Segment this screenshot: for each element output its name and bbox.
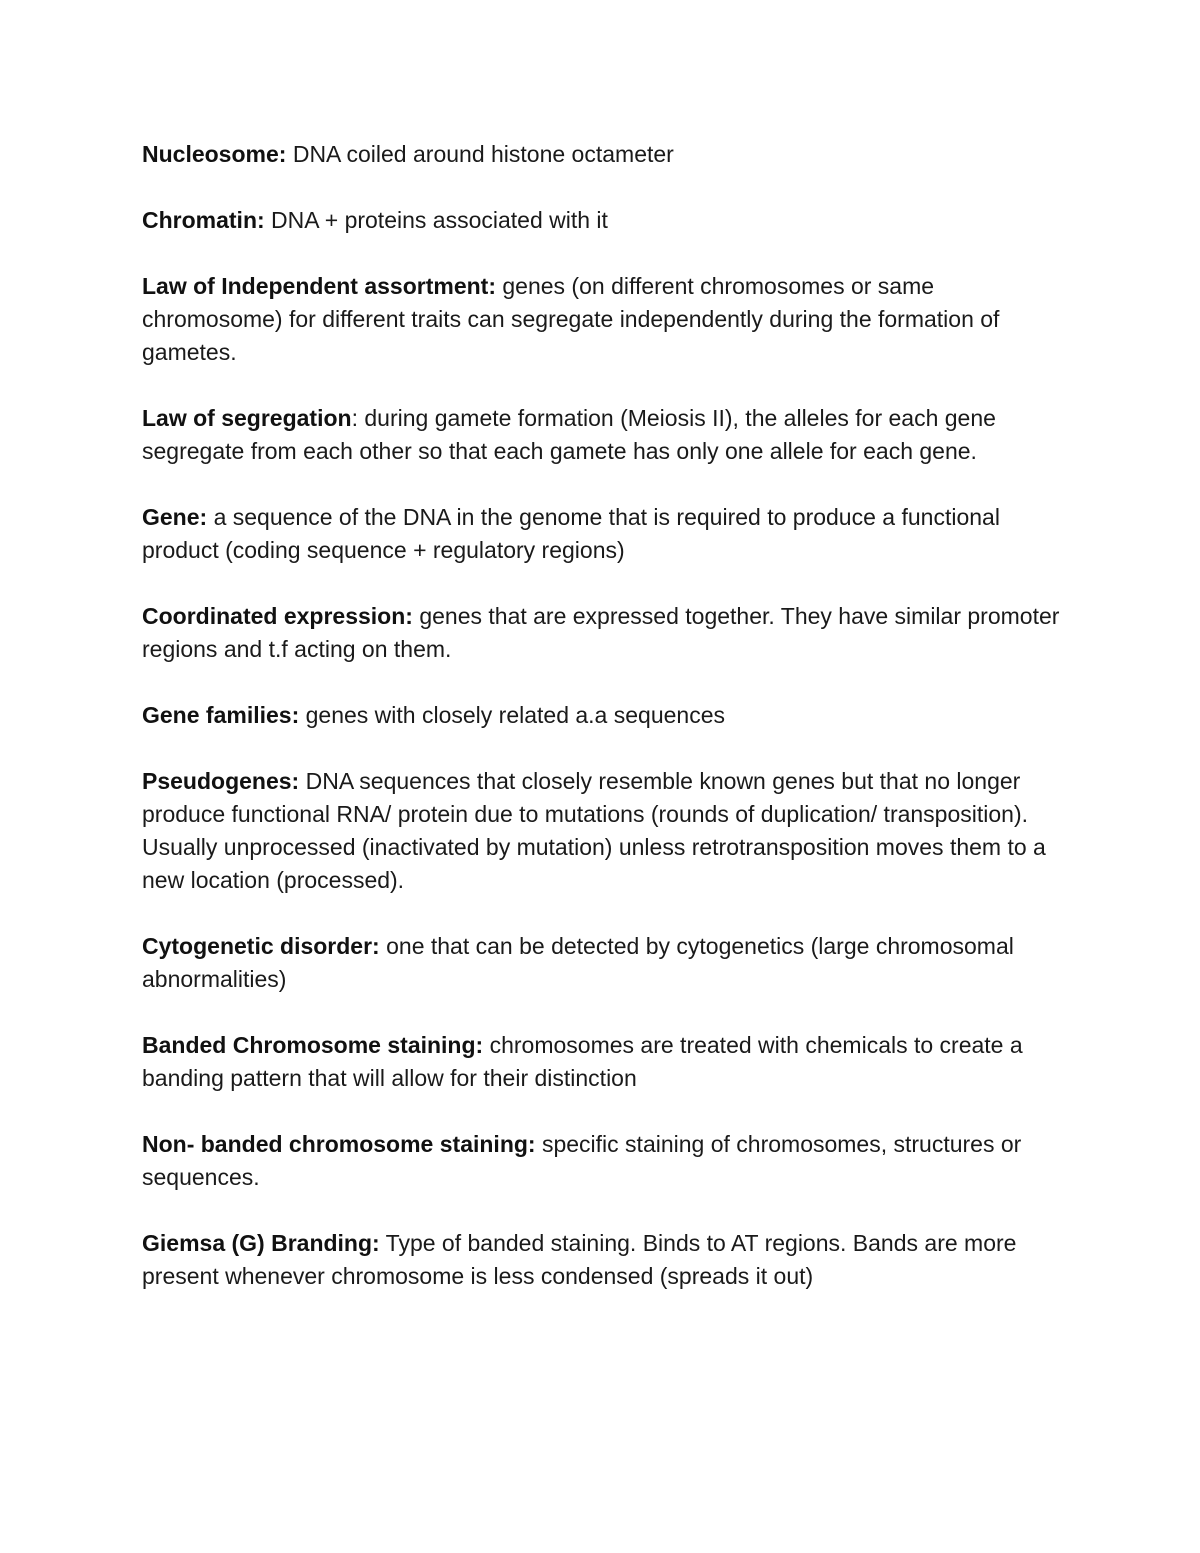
entry-definition: chromosomes are treated with chemicals to create a banding pattern that will allow for their distinction — [142, 1032, 1023, 1091]
glossary-entry-cytogenetic-disorder — [142, 930, 1072, 996]
entry-term: Pseudogenes: — [142, 768, 300, 794]
entry-definition: genes (on different chromosomes or same chromosome) for different traits can segregate independently during the formation of gametes. — [142, 273, 1000, 365]
entry-term: Law of segregation — [142, 405, 352, 431]
glossary-entry-gene — [142, 501, 1072, 567]
glossary-entry-giemsa-banding — [142, 1227, 1072, 1293]
glossary-entry-gene-families — [142, 699, 1072, 732]
entry-definition: DNA coiled around histone octameter — [286, 141, 674, 167]
entry-definition: genes with closely related a.a sequences — [299, 702, 725, 728]
glossary-entry-coordinated-expression — [142, 600, 1072, 666]
entry-term: Non- banded chromosome staining: — [142, 1131, 536, 1157]
glossary-entry-chromatin — [142, 204, 1072, 237]
entry-term: Law of Independent assortment: — [142, 273, 496, 299]
entry-definition: Type of banded staining. Binds to AT regions. Bands are more present whenever chromosome is less condensed (spreads it out) — [142, 1230, 1017, 1289]
entry-term: Banded Chromosome staining: — [142, 1032, 484, 1058]
entry-term: Cytogenetic disorder: — [142, 933, 380, 959]
entry-definition: : during gamete formation (Meiosis II), the alleles for each gene segregate from each other so that each gamete has only one allele for each gene. — [142, 405, 996, 464]
glossary-entry-nucleosome — [142, 138, 1072, 171]
entry-definition: DNA + proteins associated with it — [264, 207, 608, 233]
entry-definition: a sequence of the DNA in the genome that is required to produce a functional product (coding sequence + regulatory regions) — [142, 504, 1000, 563]
glossary-entry-non-banded-staining — [142, 1128, 1072, 1194]
entry-term: Chromatin: — [142, 207, 265, 233]
entry-term: Giemsa (G) Branding: — [142, 1230, 380, 1256]
entry-definition: DNA sequences that closely resemble known genes but that no longer produce functional RNA/ protein due to mutations (rounds of duplication/ transposition). Usually unprocessed (inactivated by mutation) unless retrotransposition moves them to a new location (processed). — [142, 768, 1046, 893]
entry-term: Coordinated expression: — [142, 603, 413, 629]
entry-definition: specific staining of chromosomes, structures or sequences. — [142, 1131, 1022, 1190]
entry-definition: genes that are expressed together. They have similar promoter regions and t.f acting on them. — [142, 603, 1060, 662]
glossary-entry-banded-staining — [142, 1029, 1072, 1095]
entry-definition: one that can be detected by cytogenetics (large chromosomal abnormalities) — [142, 933, 1014, 992]
glossary — [142, 138, 1072, 1326]
glossary-entry-segregation — [142, 402, 1072, 468]
glossary-entry-pseudogenes — [142, 765, 1072, 897]
entry-term: Nucleosome: — [142, 141, 287, 167]
entry-term: Gene: — [142, 504, 208, 530]
entry-term: Gene families: — [142, 702, 300, 728]
glossary-entry-independent-assortment — [142, 270, 1072, 369]
